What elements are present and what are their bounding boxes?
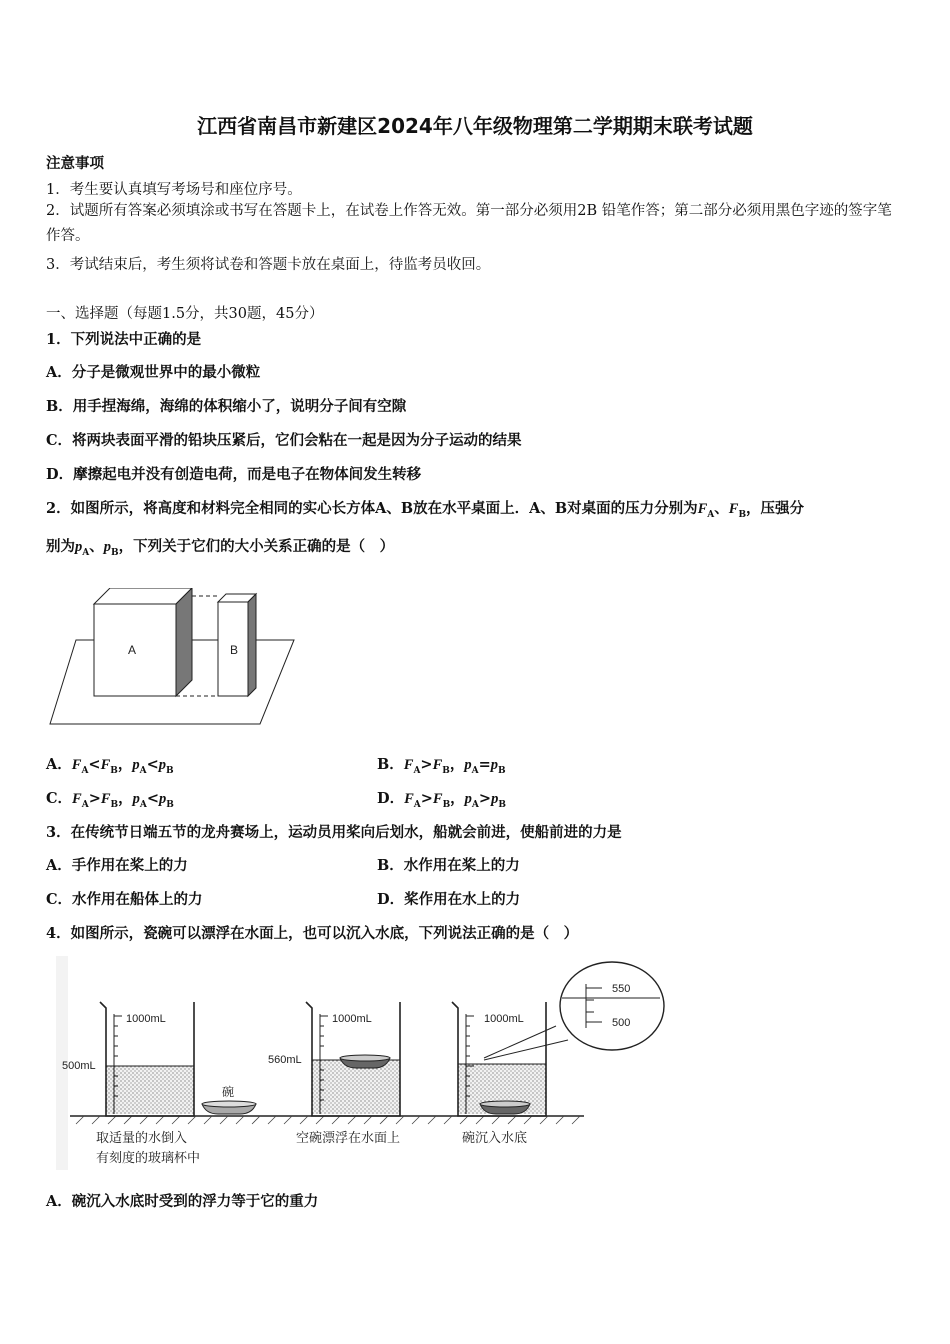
q2-option-d: D．$F_A>F_B$，$p_A>p_B$ bbox=[377, 790, 506, 810]
q1-option-d: D．摩擦起电并没有创造电荷，而是电子在物体间发生转移 bbox=[46, 466, 422, 483]
beaker-3-capacity: 1000mL bbox=[484, 1013, 524, 1025]
caption-1-line2: 有刻度的玻璃杯中 bbox=[96, 1150, 201, 1165]
zoom-high: 550 bbox=[612, 983, 631, 995]
q4-stem: 4．如图所示，瓷碗可以漂浮在水面上，也可以沉入水底，下列说法正确的是（ ） bbox=[46, 925, 579, 942]
q1-option-c: C．将两块表面平滑的铅块压紧后，它们会粘在一起是因为分子运动的结果 bbox=[46, 432, 522, 449]
notice-item-1: 1．考生要认真填写考场号和座位序号。 bbox=[46, 182, 302, 198]
q3-stem: 3．在传统节日端五节的龙舟赛场上，运动员用桨向后划水，船就会前进，使船前进的力是 bbox=[46, 824, 622, 841]
q4-option-a: A．碗沉入水底时受到的浮力等于它的重力 bbox=[46, 1193, 319, 1210]
bowl-label: 碗 bbox=[222, 1085, 235, 1099]
notice-heading: 注意事项 bbox=[46, 155, 104, 172]
q3-option-c: C．水作用在船体上的力 bbox=[46, 891, 203, 908]
section-heading: 一、选择题（每题1.5分，共30题，45分） bbox=[46, 306, 324, 322]
q2-blocks-figure bbox=[46, 588, 298, 728]
q3-option-b: B．水作用在桨上的力 bbox=[377, 857, 520, 874]
beaker-2-level: 560mL bbox=[268, 1054, 302, 1066]
q2-option-b: B．$F_A>F_B$，$p_A=p_B$ bbox=[377, 756, 506, 776]
q3-option-a: A．手作用在桨上的力 bbox=[46, 857, 188, 874]
bowl-1 bbox=[202, 1084, 256, 1114]
zoom-low: 500 bbox=[612, 1017, 631, 1029]
beaker-3 bbox=[452, 1002, 568, 1116]
beaker-1-capacity: 1000mL bbox=[126, 1013, 166, 1025]
q4-beakers-figure bbox=[56, 956, 666, 1170]
q1-option-a: A．分子是微观世界中的最小微粒 bbox=[46, 364, 261, 381]
block-b-side bbox=[248, 594, 256, 696]
block-a-side bbox=[176, 588, 192, 696]
caption-2: 空碗漂浮在水面上 bbox=[296, 1130, 401, 1145]
page-title: 江西省南昌市新建区2024年八年级物理第二学期期末联考试题 bbox=[197, 114, 753, 138]
beaker-2-capacity: 1000mL bbox=[332, 1013, 372, 1025]
caption-3: 碗沉入水底 bbox=[462, 1130, 528, 1145]
q2-option-c: C．$F_A>F_B$，$p_A<p_B$ bbox=[46, 790, 174, 810]
q2-option-a: A．$F_A<F_B$，$p_A<p_B$ bbox=[46, 756, 174, 776]
q1-stem: 1．下列说法中正确的是 bbox=[46, 331, 202, 348]
notice-item-2: 2．试题所有答案必须填涂或书写在答题卡上，在试卷上作答无效。第一部分必须用2B 铅笔作答；第二部分必须用黑色字迹的签字笔作答。 bbox=[46, 203, 892, 244]
beaker-2 bbox=[268, 1002, 400, 1116]
q3-option-d: D．桨作用在水上的力 bbox=[377, 891, 521, 908]
q2-stem-line2: 别为$p_A$、$p_B$，下列关于它们的大小关系正确的是（ ） bbox=[46, 538, 395, 558]
notice-item-3: 3．考试结束后，考生须将试卷和答题卡放在桌面上，待监考员收回。 bbox=[46, 257, 491, 273]
q1-option-b: B．用手捏海绵，海绵的体积缩小了，说明分子间有空隙 bbox=[46, 398, 407, 415]
block-b-label: B bbox=[230, 643, 239, 657]
caption-1-line1: 取适量的水倒入 bbox=[96, 1130, 188, 1145]
block-a-label: A bbox=[128, 643, 137, 657]
beaker-1-level: 500mL bbox=[62, 1060, 96, 1072]
zoom-callout bbox=[560, 962, 664, 1050]
q2-stem-line1: 2．如图所示，将高度和材料完全相同的实心长方体A、B放在水平桌面上．A、B对桌面的压力分别为$F_A$、$F_B$，压强分 bbox=[46, 500, 805, 520]
beaker-1 bbox=[62, 1002, 194, 1116]
q2-stem-text: 2．如图所示，将高度和材料完全相同的实心长方体A、B放在水平桌面上．A、B对桌面的压力分别为 bbox=[46, 500, 698, 517]
